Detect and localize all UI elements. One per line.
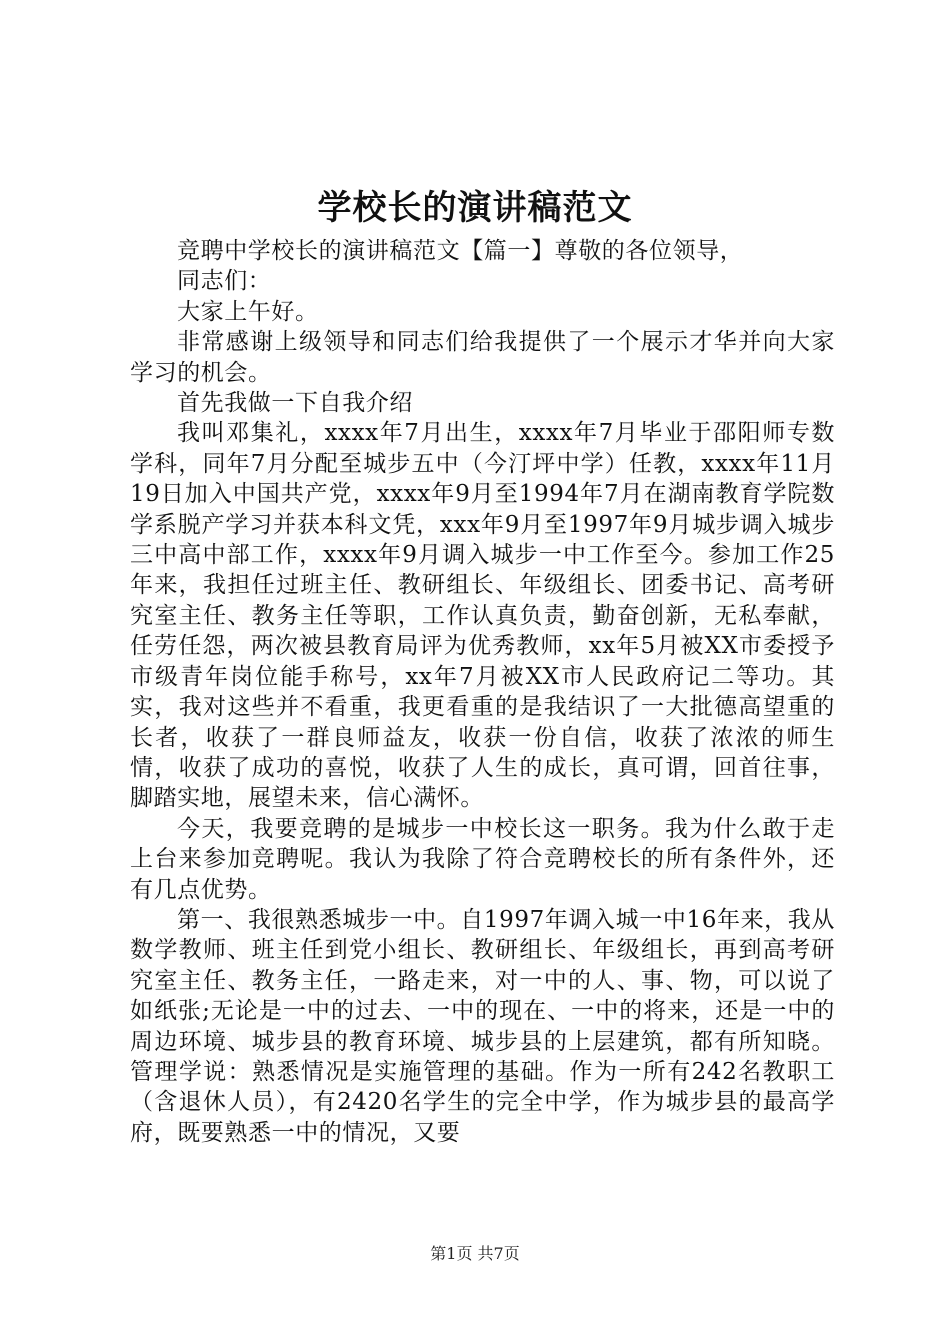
paragraph: 我叫邓集礼，xxxx年7月出生，xxxx年7月毕业于邵阳师专数学科，同年7月分配至城步五中（今汀坪中学）任教，xxxx年11月19日加入中国共产党，xxxx年9月至1994年7月在湖南教育学院数学系脱产学习并获本科文凭，xxx年9月至1997年9月城步调入城步三中高中部工作，xxxx年9月调入城步一中工作至今。参加工作25年来，我担任过班主任、教研组长、年级组长、团委书记、高考研究室主任、教务主任等职，工作认真负责，勤奋创新，无私奉献，任劳任怨，两次被县教育局评为优秀教师，xx年5月被XX市委授予市级青年岗位能手称号，xx年7月被XX市人民政府记二等功。其实，我对这些并不看重，我更看重的是我结识了一大批德高望重的长者，收获了一群良师益友，收获一份自信，收获了浓浓的师生情，收获了成功的喜悦，收获了人生的成长，真可谓，回首往事，脚踏实地，展望未来，信心满怀。: [130, 420, 835, 812]
paragraph: 竞聘中学校长的演讲稿范文【篇一】尊敬的各位领导，: [177, 238, 744, 264]
page-number-footer: 第1页 共7页: [430, 1244, 520, 1263]
paragraph: 第一、我很熟悉城步一中。自1997年调入城一中16年来，我从数学教师、班主任到党小组长、教研组长、年级组长，再到高考研究室主任、教务主任，一路走来，对一中的人、事、物，可以说了如纸张;无论是一中的过去、一中的现在、一中的将来，还是一中的周边环境、城步县的教育环境、城步县的上层建筑，都有所知晓。管理学说：熟悉情况是实施管理的基础。作为一所有242名教职工（含退休人员），有2420名学生的完全中学，作为城步县的最高学府，既要熟悉一中的情况，又要: [130, 906, 835, 1146]
document-body: [130, 236, 835, 1148]
paragraph: 首先我做一下自我介绍: [177, 390, 413, 417]
paragraph: 今天，我要竞聘的是城步一中校长这一职务。我为什么敢于走上台来参加竞聘呢。我认为我除了符合竞聘校长的所有条件外，还有几点优势。: [130, 815, 835, 903]
paragraph: 同志们：: [177, 268, 272, 295]
paragraph: 非常感谢上级领导和同志们给我提供了一个展示才华并向大家学习的机会。: [130, 329, 835, 386]
document-title: 学校长的演讲稿范文: [317, 188, 633, 228]
paragraph: 大家上午好。: [177, 298, 319, 325]
